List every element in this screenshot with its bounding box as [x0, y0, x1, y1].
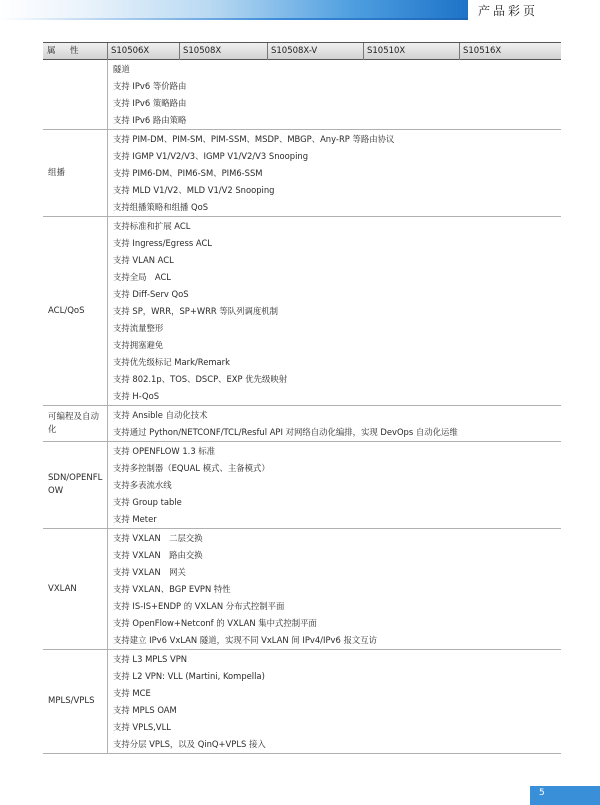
row-divider — [107, 217, 108, 405]
feature-line: 支持多控制器（EQUAL 模式、主备模式） — [113, 463, 270, 473]
row-features — [113, 530, 561, 649]
feature-line: 支持分层 VPLS，以及 QinQ+VPLS 接入 — [113, 739, 266, 749]
feature-line: 支持优先级标记 Mark/Remark — [113, 357, 230, 367]
feature-line: 支持拥塞避免 — [113, 340, 164, 350]
row-features — [113, 651, 561, 753]
row-features — [113, 61, 561, 129]
row-divider — [107, 406, 108, 441]
col-attribute: 属 性 — [47, 46, 82, 56]
table-row — [43, 650, 561, 754]
feature-line: 支持 H-QoS — [113, 391, 160, 401]
feature-line: 支持多表流水线 — [113, 480, 172, 490]
feature-line: 支持 VXLAN、BGP EVPN 特性 — [113, 584, 231, 594]
col-s10506x: S10506X — [107, 43, 179, 60]
feature-line: 支持 Ansible 自动化技术 — [113, 410, 208, 420]
row-category: SDN/OPENFLOW — [48, 473, 103, 496]
row-features — [113, 131, 561, 216]
col-s10508x: S10508X — [179, 43, 267, 60]
feature-line: 支持组播策略和组播 QoS — [113, 202, 209, 212]
feature-line: 支持 VPLS,VLL — [113, 722, 171, 732]
feature-line: 支持 PIM6-DM、PIM6-SM、PIM6-SSM — [113, 168, 263, 178]
feature-line: 支持 VXLAN 路由交换 — [113, 550, 203, 560]
feature-line: 支持 L2 VPN: VLL (Martini, Kompella) — [113, 671, 265, 681]
feature-line: 支持 MCE — [113, 688, 151, 698]
row-category: MPLS/VPLS — [48, 696, 95, 706]
row-features — [113, 407, 561, 441]
table-row — [43, 406, 561, 442]
row-category: VXLAN — [48, 583, 77, 594]
row-divider — [107, 650, 108, 753]
feature-line: 隧道 — [113, 64, 130, 74]
feature-line: 支持 L3 MPLS VPN — [113, 654, 188, 664]
table-row — [43, 442, 561, 529]
row-divider — [107, 529, 108, 649]
feature-line: 支持 Meter — [113, 514, 157, 524]
feature-line: 支持 PIM-DM、PIM-SM、PIM-SSM、MSDP、MBGP、Any-RP 等路由协议 — [113, 134, 395, 144]
feature-line: 支持 MLD V1/V2、MLD V1/V2 Snooping — [113, 185, 275, 195]
feature-line: 支持 IPv6 策略路由 — [113, 98, 187, 108]
row-divider — [107, 60, 108, 129]
spec-table — [43, 42, 561, 754]
feature-line: 支持 Group table — [113, 497, 182, 507]
table-header — [43, 42, 561, 60]
feature-line: 支持 VXLAN 二层交换 — [113, 533, 203, 543]
row-category — [43, 60, 107, 129]
row-features — [113, 443, 561, 528]
feature-line: 支持通过 Python/NETCONF/TCL/Resful API 对网络自动化编排，实现 DevOps 自动化运维 — [113, 427, 458, 437]
feature-line: 支持 SP，WRR，SP+WRR 等队列调度机制 — [113, 306, 279, 316]
col-s10510x: S10510X — [363, 43, 459, 60]
row-divider — [107, 442, 108, 528]
row-category: ACL/QoS — [48, 305, 85, 316]
row-category: 组播 — [48, 167, 66, 178]
feature-line: 支持 VXLAN 网关 — [113, 567, 186, 577]
feature-line: 支持标准和扩展 ACL — [113, 221, 191, 231]
table-row — [43, 529, 561, 650]
row-category: 可编程及自动化 — [48, 411, 100, 435]
feature-line: 支持 OpenFlow+Netconf 的 VXLAN 集中式控制平面 — [113, 618, 317, 628]
col-s10516x: S10516X — [459, 43, 561, 60]
col-s10508x-v: S10508X-V — [267, 43, 363, 60]
feature-line: 支持建立 IPv6 VxLAN 隧道，实现不同 VxLAN 间 IPv4/IPv6 报文互访 — [113, 635, 377, 645]
table-body — [43, 60, 561, 754]
feature-line: 支持 IGMP V1/V2/V3、IGMP V1/V2/V3 Snooping — [113, 151, 309, 161]
feature-line: 支持 IS-IS+ENDP 的 VXLAN 分布式控制平面 — [113, 601, 285, 611]
feature-line: 支持流量整形 — [113, 323, 164, 333]
header-band — [0, 0, 468, 20]
feature-line: 支持 MPLS OAM — [113, 705, 177, 715]
table-row — [43, 217, 561, 406]
header-title: 产品彩页 — [478, 4, 539, 18]
feature-line: 支持 Diff-Serv QoS — [113, 289, 189, 299]
feature-line: 支持 VLAN ACL — [113, 255, 174, 265]
row-features — [113, 218, 561, 405]
table-row — [43, 130, 561, 217]
feature-line: 支持 Ingress/Egress ACL — [113, 238, 212, 248]
feature-line: 支持 OPENFLOW 1.3 标准 — [113, 446, 216, 456]
feature-line: 支持 IPv6 路由策略 — [113, 115, 187, 125]
row-divider — [107, 130, 108, 216]
feature-line: 支持 IPv6 等价路由 — [113, 81, 187, 91]
page-number: 5 — [539, 788, 545, 798]
feature-line: 支持 802.1p、TOS、DSCP、EXP 优先级映射 — [113, 374, 288, 384]
table-row — [43, 60, 561, 130]
feature-line: 支持全局 ACL — [113, 272, 171, 282]
